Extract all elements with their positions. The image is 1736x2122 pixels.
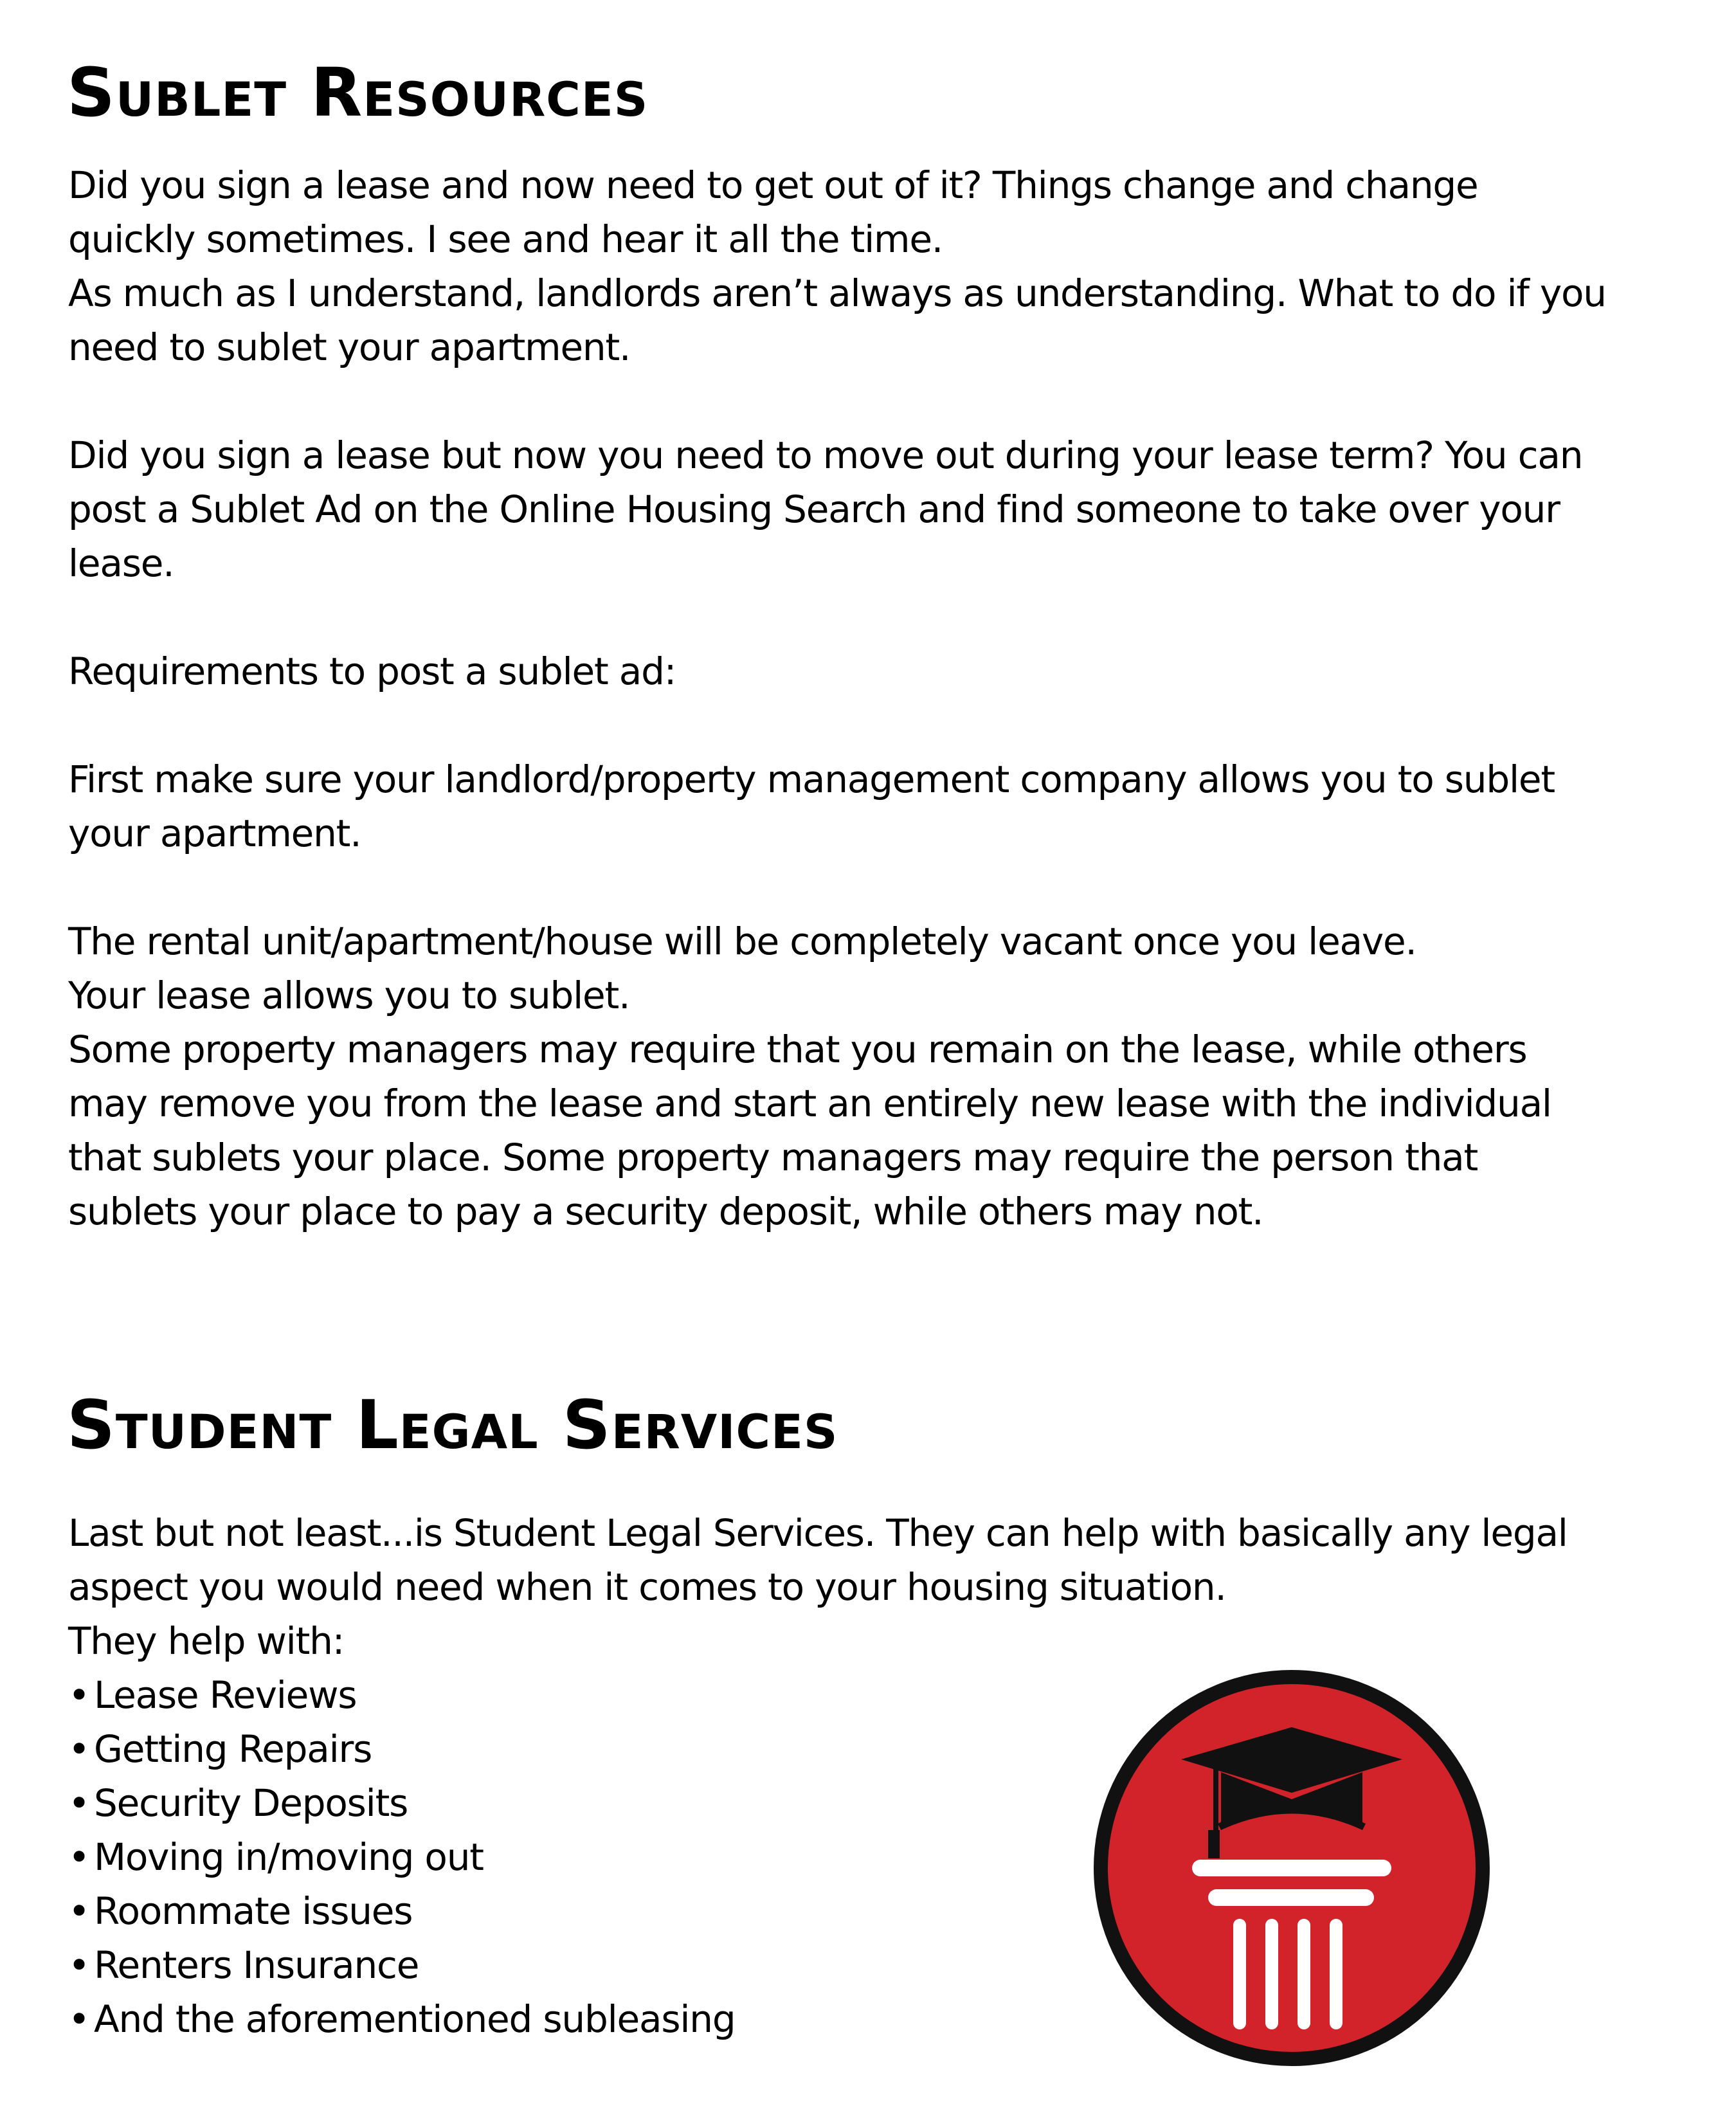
requirements-heading-text	[68, 644, 1688, 698]
text-line: Last but not least...is Student Legal Services. They can help with basically any legal	[68, 1511, 1568, 1555]
text-line: that sublets your place. Some property managers may require the person that	[68, 1136, 1478, 1179]
text-line: Requirements to post a sublet ad:	[68, 649, 676, 693]
text-line: need to sublet your apartment.	[68, 325, 631, 369]
text-line: Your lease allows you to sublet.	[68, 974, 630, 1017]
text-line: quickly sometimes. I see and hear it all the time.	[68, 217, 943, 261]
text-line: As much as I understand, landlords aren’t always as understanding. What to do if you	[68, 271, 1606, 315]
text-line: The rental unit/apartment/house will be completely vacant once you leave.	[68, 920, 1416, 963]
list-item	[68, 1668, 735, 1722]
text-line: may remove you from the lease and start an entirely new lease with the individual	[68, 1082, 1551, 1125]
sublet-intro-paragraph	[68, 158, 1688, 374]
sublet-resources-heading: Sublet Resources	[67, 53, 649, 132]
text-line: Did you sign a lease and now need to get out of it? Things change and change	[68, 163, 1478, 207]
bullet-icon: •	[68, 1673, 90, 1717]
list-item-label: Moving in/moving out	[94, 1835, 484, 1879]
bullet-icon: •	[68, 1781, 90, 1825]
bullet-icon: •	[68, 1727, 90, 1771]
help-intro-text	[68, 1614, 1688, 1668]
sublet-ad-paragraph	[68, 428, 1688, 590]
list-item-label: And the aforementioned subleasing	[94, 1997, 736, 2041]
list-item-label: Security Deposits	[94, 1781, 408, 1825]
student-legal-services-logo	[1089, 1665, 1494, 2071]
sublet-conditions-paragraph	[68, 914, 1688, 1238]
bullet-icon: •	[68, 1943, 90, 1987]
text-line: Did you sign a lease but now you need to move out during your lease term? You can	[68, 433, 1583, 477]
text-line: aspect you would need when it comes to your housing situation.	[68, 1565, 1226, 1609]
student-legal-services-heading: Student Legal Services	[67, 1386, 838, 1464]
text-line: They help with:	[68, 1619, 345, 1663]
text-line: First make sure your landlord/property management company allows you to sublet	[68, 757, 1555, 801]
landlord-permission-paragraph	[68, 752, 1688, 860]
text-line: lease.	[68, 541, 174, 585]
text-line: sublets your place to pay a security deposit, while others may not.	[68, 1190, 1263, 1233]
legal-intro-paragraph	[68, 1506, 1688, 1614]
list-item-label: Roommate issues	[94, 1889, 413, 1933]
list-item	[68, 1884, 735, 1938]
list-item	[68, 1938, 735, 1992]
list-item	[68, 1722, 735, 1776]
services-list	[68, 1668, 735, 2046]
list-item	[68, 1830, 735, 1884]
list-item-label: Getting Repairs	[94, 1727, 372, 1771]
bullet-icon: •	[68, 1835, 90, 1879]
list-item	[68, 1992, 735, 2046]
list-item-label: Renters Insurance	[94, 1943, 419, 1987]
text-line: Some property managers may require that you remain on the lease, while others	[68, 1028, 1527, 1071]
bullet-icon: •	[68, 1889, 90, 1933]
list-item	[68, 1776, 735, 1830]
text-line: your apartment.	[68, 812, 361, 855]
bullet-icon: •	[68, 1997, 90, 2041]
list-item-label: Lease Reviews	[94, 1673, 357, 1717]
text-line: post a Sublet Ad on the Online Housing Search and find someone to take over your	[68, 487, 1560, 531]
